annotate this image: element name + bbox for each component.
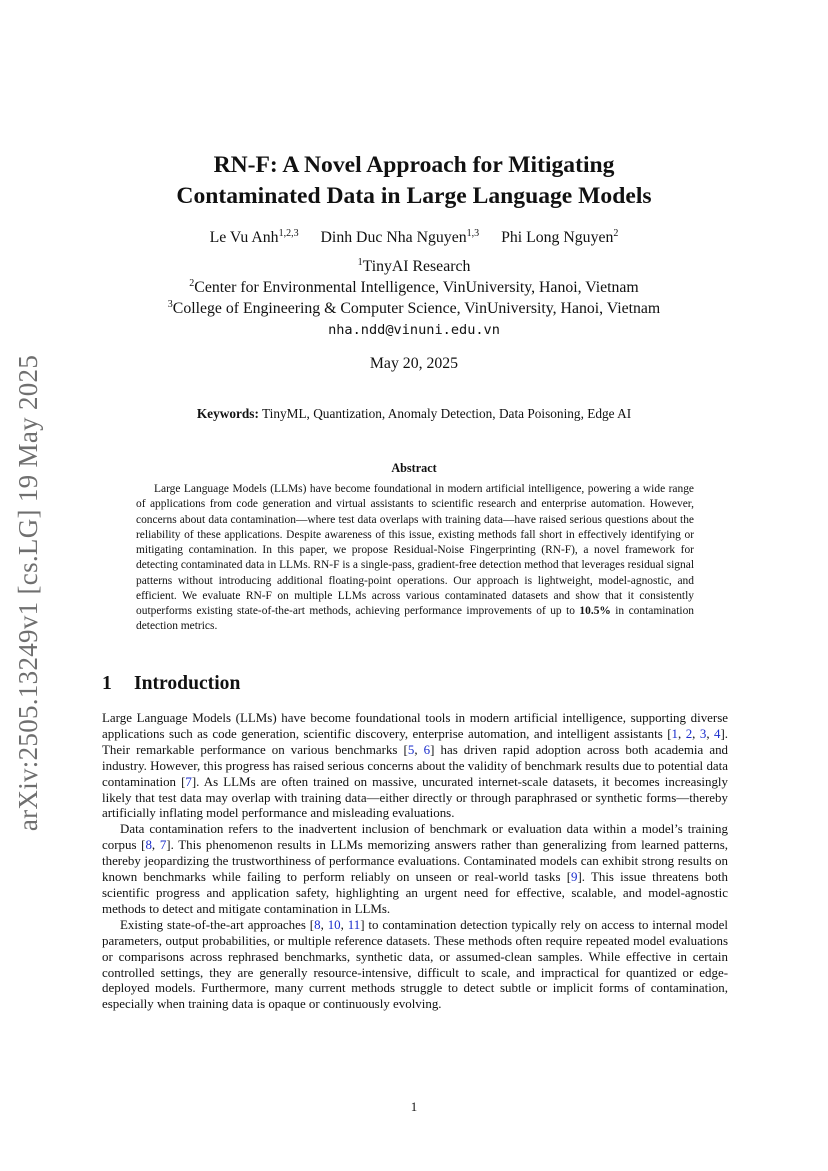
author-name: Phi Long Nguyen <box>501 229 614 246</box>
paragraph-text: ]. As LLMs are often trained on massive, uncurated internet-scale datasets, it becomes increasingly likely that test data may overlap with training data—either directly or through paraphrased or synthetic forms—thereby artificially inflating model performance and misleading evaluations. <box>102 773 728 821</box>
citation-link[interactable]: 7 <box>185 773 192 789</box>
affiliation <box>100 298 728 319</box>
section-number: 1 <box>102 673 112 694</box>
author-name: Dinh Duc Nha Nguyen <box>320 229 467 246</box>
abstract-heading: Abstract <box>391 461 437 475</box>
paragraph-text: , <box>320 916 328 932</box>
keywords-list: TinyML, Quantization, Anomaly Detection, Data Poisoning, Edge AI <box>261 406 632 421</box>
abstract-body-end: in contamination detection metrics. <box>136 605 695 633</box>
author-list <box>100 228 728 248</box>
citation-link[interactable]: 9 <box>571 869 578 885</box>
paragraph <box>102 821 728 916</box>
affiliation-text: TinyAI Research <box>362 258 471 275</box>
paragraph-text: ]. Their remarkable performance on various benchmarks [ <box>102 725 729 757</box>
author <box>210 229 299 246</box>
contact-email: nha.ndd@vinuni.edu.vn <box>328 322 500 338</box>
section-title: Introduction <box>134 673 241 694</box>
paragraph-text: , <box>706 725 714 741</box>
paper-title <box>100 150 728 212</box>
affiliation-marker: 3 <box>167 299 173 310</box>
author-name: Le Vu Anh <box>209 229 279 246</box>
paragraph-text: , <box>151 837 160 853</box>
affiliation <box>100 256 728 277</box>
paragraph-text: Large Language Models (LLMs) have become foundational tools in modern artificial intelligence, supporting diverse applications such as code generation, scientific discovery, enterprise automation, and intelligent assistants [ <box>102 710 728 741</box>
affiliation-text: College of Engineering & Computer Science, VinUniversity, Hanoi, Vietnam <box>172 300 661 317</box>
keywords <box>100 406 728 422</box>
citation-link[interactable]: 4 <box>714 725 721 741</box>
paragraph-text: ] to contamination detection typically rely on access to internal model parameters, output probabilities, or multiple reference datasets. These methods often require repeated model evaluations or comparisons across rephrased benchmarks, synthetic data, or assumed-clean samples. While effective in certain controlled settings, they are generally resource-intensive, difficult to scale, and impractical for quantized or edge-deployed models. Furthermore, many current methods struggle to detect subtle or implicit forms of contamination, especially when training data is opaque or continuously evolving. <box>102 916 729 1012</box>
author <box>501 229 618 246</box>
abstract-text <box>136 482 694 635</box>
citation-link[interactable]: 2 <box>685 725 693 741</box>
author-affil-marker: 1,2,3 <box>278 228 299 239</box>
citation-link[interactable]: 7 <box>159 837 167 853</box>
author-affil-marker: 2 <box>613 228 619 239</box>
abstract-highlight: 10.5% <box>579 605 611 617</box>
citation-link[interactable]: 8 <box>314 916 321 932</box>
citation-link[interactable]: 10 <box>327 916 341 932</box>
publication-date: May 20, 2025 <box>369 355 459 372</box>
title-line-2: Contaminated Data in Large Language Models <box>176 183 652 209</box>
affiliation-text: Center for Environmental Intelligence, VinUniversity, Hanoi, Vietnam <box>194 279 639 296</box>
paragraph <box>102 710 728 821</box>
paragraph-text: , <box>678 725 686 741</box>
paragraph-text: , <box>414 741 424 757</box>
paragraph-text: , <box>340 916 348 932</box>
citation-link[interactable]: 11 <box>347 916 361 932</box>
paragraph-text: ]. This phenomenon results in LLMs memorizing answers rather than generalizing from learned patterns, thereby jeopardizing the trustworthiness of performance evaluations. Contaminated models can exhibit strong results on known benchmarks while failing to perform reliably on unseen or real-world tasks [ <box>102 837 728 885</box>
paragraph-text: , <box>692 725 700 741</box>
page-number: 1 <box>410 1100 418 1114</box>
paragraph <box>102 917 728 1012</box>
citation-link[interactable]: 5 <box>407 741 415 757</box>
section-heading <box>102 673 240 695</box>
paragraph-text: ] has driven rapid adoption across both academia and industry. However, this progress has raised serious concerns about the validity of benchmark results due to potential data contamination [ <box>102 741 729 789</box>
author-affil-marker: 1,3 <box>466 228 480 239</box>
keywords-label: Keywords: <box>196 406 259 421</box>
abstract-body: Large Language Models (LLMs) have become foundational in modern artificial intelligence, powering a wide range of applications from code generation and virtual assistants to scientific research and enterprise automation. However, concerns about data contamination—where test data overlaps with training data—have raised serious questions about the reliability of these applications. Despite awareness of this issue, existing methods fall short in effectively identifying or mitigating contamination. In this paper, we propose Residual-Noise Fingerprinting (RN-F), a novel framework for detecting contaminated data in LLMs. RN-F is a single-pass, gradient-free detection method that leverages residual signal patterns without introducing additional floating-point operations. Our approach is lightweight, model-agnostic, and efficient. We evaluate RN-F on multiple LLMs across various contaminated datasets and show that it consistently outperforms existing state-of-the-art methods, achieving performance improvements of up to <box>136 483 694 617</box>
paragraph-text: Data contamination refers to the inadvertent inclusion of benchmark or evaluation data within a model’s training corpus [ <box>102 821 728 853</box>
affiliation <box>100 277 728 298</box>
citation-link[interactable]: 1 <box>671 725 678 741</box>
citation-link[interactable]: 8 <box>145 837 152 853</box>
affiliation-marker: 1 <box>357 257 363 268</box>
paragraph-text: ]. This issue threatens both scientific progress and application safety, highlighting an urgent need for effective, scalable, and model-agnostic methods to detect and mitigate contamination in LLMs. <box>102 869 728 916</box>
introduction-body <box>102 710 728 1012</box>
affiliation-marker: 2 <box>189 278 195 289</box>
citation-link[interactable]: 6 <box>423 741 431 757</box>
citation-link[interactable]: 3 <box>699 725 707 741</box>
title-line-1: RN-F: A Novel Approach for Mitigating <box>213 152 615 178</box>
paragraph-text: Existing state-of-the-art approaches [ <box>120 916 315 932</box>
affiliation-list <box>100 256 728 319</box>
author <box>321 229 480 246</box>
arxiv-sidebar-id: arXiv:2505.13249v1 [cs.LG] 19 May 2025 <box>13 354 43 832</box>
